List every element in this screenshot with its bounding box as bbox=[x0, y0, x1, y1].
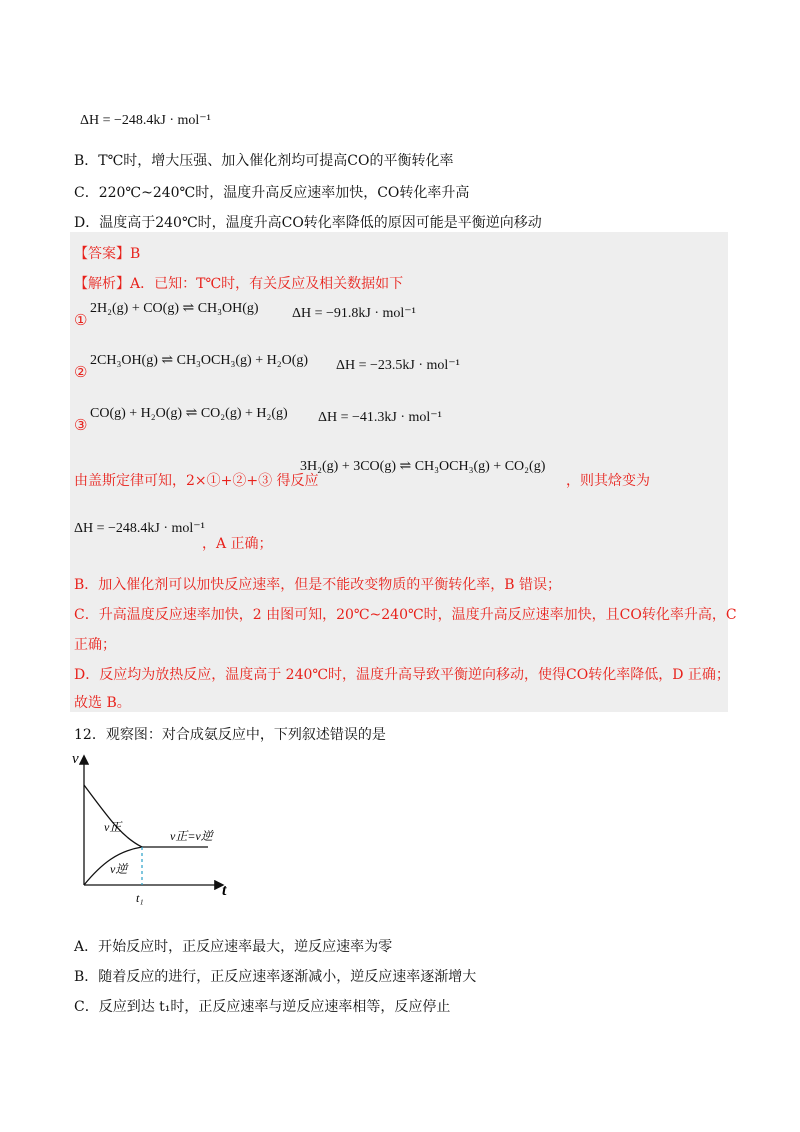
option-d: D．温度高于240℃时，温度升高CO转化率降低的原因可能是平衡逆向移动 bbox=[74, 215, 542, 231]
reaction-1-enthalpy: ΔH = −91.8kJ · mol⁻¹ bbox=[292, 306, 416, 321]
reaction-3-enthalpy: ΔH = −41.3kJ · mol⁻¹ bbox=[318, 410, 442, 425]
analysis-d-line-2: 故选 B。 bbox=[74, 695, 131, 711]
analysis-c-line-1: C．升高温度反应速率加快，2 由图可知，20℃~240℃时，温度升高反应速率加快，且CO转化率升高，C bbox=[74, 607, 737, 623]
analysis-b: B．加入催化剂可以加快反应速率，但是不能改变物质的平衡转化率，B 错误； bbox=[74, 577, 562, 593]
y-axis-label: v bbox=[72, 751, 79, 767]
series-forward-rate bbox=[84, 785, 142, 847]
question-12-stem: 12．观察图：对合成氨反应中，下列叙述错误的是 bbox=[74, 727, 386, 743]
q12-option-c: C．反应到达 t₁时，正反应速率与逆反应速率相等，反应停止 bbox=[74, 999, 451, 1015]
reaction-2-equation: 2CH₃OH(g) ⇌ CH₃OCH₃(g) + H₂O(g) bbox=[90, 353, 309, 368]
reaction-3-equation: CO(g) + H₂O(g) ⇌ CO₂(g) + H₂(g) bbox=[90, 406, 288, 421]
answer-label: 【答案】B bbox=[74, 246, 141, 262]
total-enthalpy: ΔH = −248.4kJ · mol⁻¹ bbox=[74, 521, 205, 536]
reaction-2-enthalpy: ΔH = −23.5kJ · mol⁻¹ bbox=[336, 358, 460, 373]
tick-label-t1: t₁ bbox=[136, 891, 144, 905]
hess-law-equation: 3H₂(g) + 3CO(g) ⇌ CH₃OCH₃(g) + CO₂(g) bbox=[300, 459, 546, 474]
top-enthalpy-equation: ΔH = −248.4kJ · mol⁻¹ bbox=[80, 113, 211, 128]
equilibrium-annotation: v正=v逆 bbox=[170, 829, 213, 843]
x-axis-label: t bbox=[222, 882, 227, 899]
q12-option-b: B．随着反应的进行，正反应速率逐渐减小，逆反应速率逐渐增大 bbox=[74, 969, 477, 985]
analysis-c-line-2: 正确； bbox=[74, 637, 116, 653]
option-c: C．220℃~240℃时，温度升高反应速率加快，CO转化率升高 bbox=[74, 185, 470, 201]
reaction-rate-chart bbox=[70, 745, 270, 915]
hess-law-prefix: 由盖斯定律可知，2×①+②+③ 得反应 bbox=[74, 473, 319, 489]
series-label-reverse: v逆 bbox=[110, 862, 128, 876]
series-label-forward: v正 bbox=[104, 820, 122, 834]
analysis-intro: 【解析】A．已知：T℃时，有关反应及相关数据如下 bbox=[74, 276, 404, 292]
q12-option-a: A．开始反应时，正反应速率最大，逆反应速率为零 bbox=[74, 939, 393, 955]
analysis-d-line-1: D．反应均为放热反应，温度高于 240℃时，温度升高导致平衡逆向移动，使得CO转化率降低，D 正确； bbox=[74, 667, 730, 683]
option-b: B．T℃时，增大压强、加入催化剂均可提高CO的平衡转化率 bbox=[74, 153, 454, 169]
hess-law-suffix: ，则其焓变为 bbox=[566, 473, 650, 489]
reaction-1-marker: ① bbox=[74, 311, 88, 329]
a-correct-text: ，A 正确； bbox=[202, 536, 273, 552]
reaction-1-equation: 2H₂(g) + CO(g) ⇌ CH₃OH(g) bbox=[90, 301, 259, 316]
reaction-3-marker: ③ bbox=[74, 416, 88, 434]
reaction-2-marker: ② bbox=[74, 363, 88, 381]
